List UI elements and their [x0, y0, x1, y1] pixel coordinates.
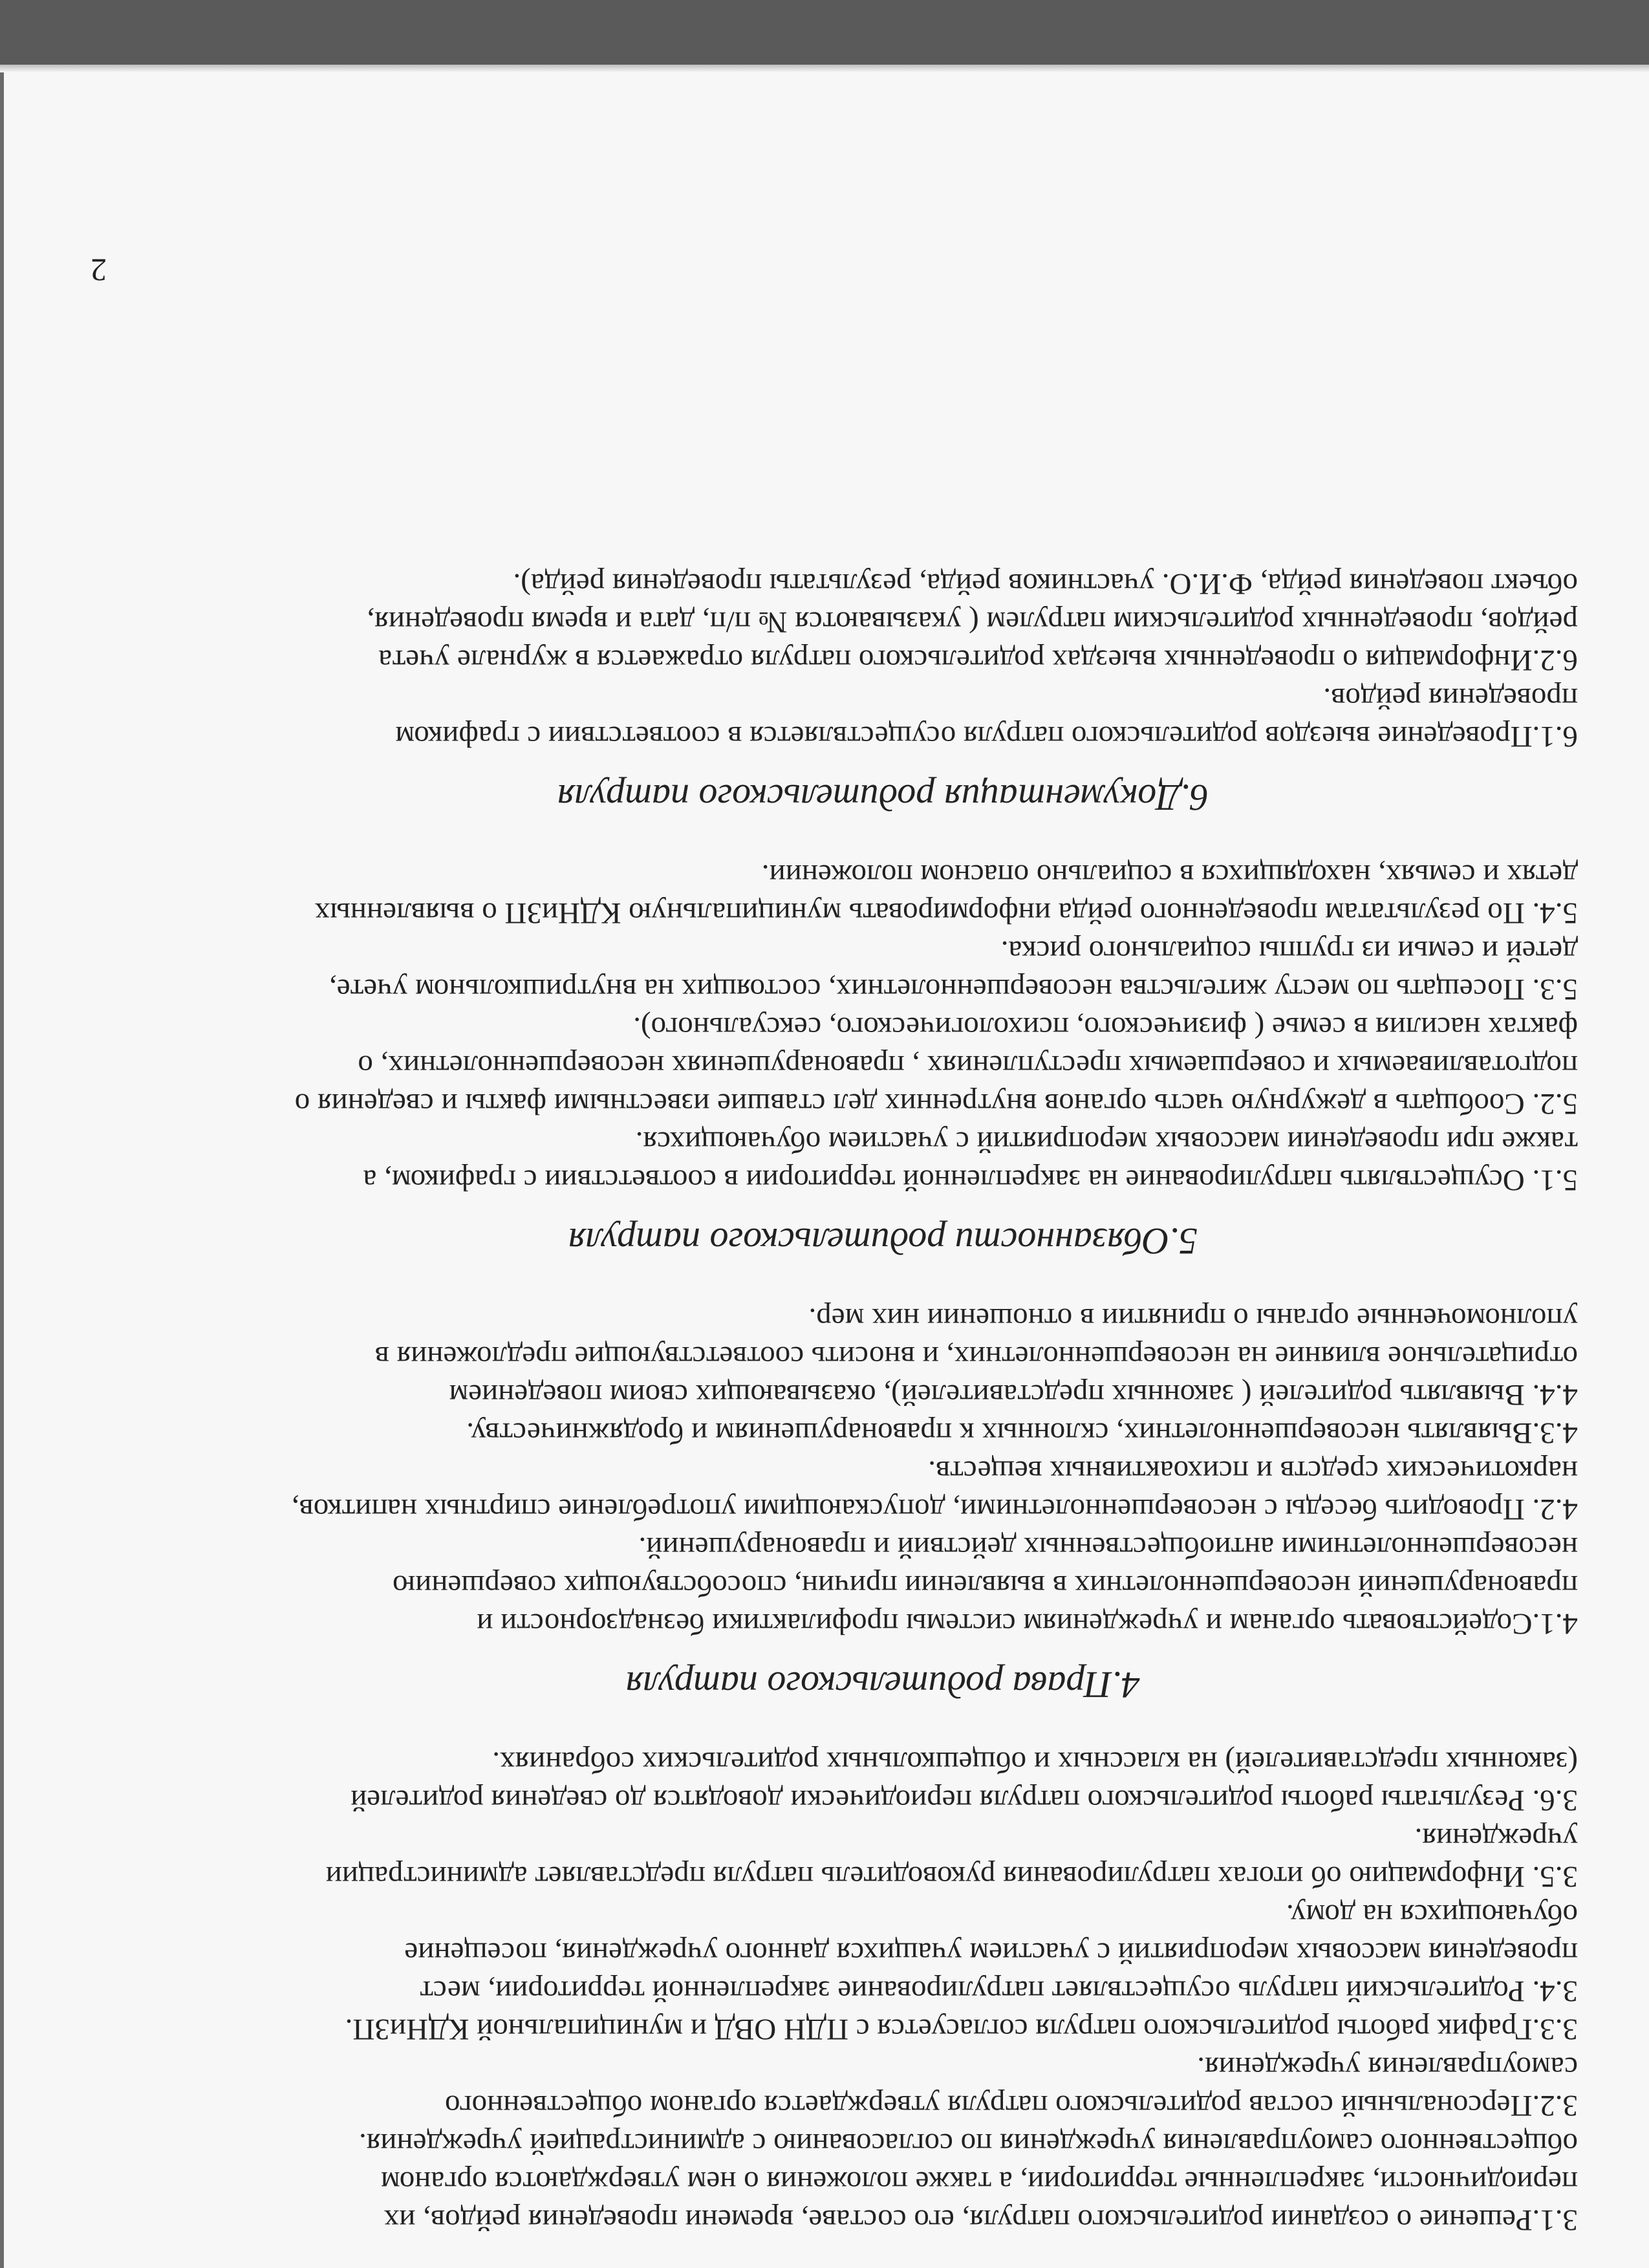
text-line: отрицательное влияние на несовершеннолетних, и вносить соответствующие предложения в: [374, 1340, 1578, 1374]
section-6-title: 6.Документация родительского патруля: [557, 777, 1209, 819]
text-line: 3.4. Родительский патруль осуществляет патрулирование закрепленной территории, мест: [420, 1974, 1578, 2008]
text-line: 4.1.Содействовать органам и учреждениям системы профилактики безнадзорности и: [477, 1607, 1578, 1641]
text-line: рейдов, проведенных родительским патрулем ( указываются № п/п, дата и время проведения,: [367, 605, 1578, 639]
text-line: наркотических средств и психоактивных веществ.: [928, 1454, 1578, 1488]
text-line: 3.1.Решение о создании родительского патруля, его составе, времени проведения рейдов, их: [383, 2203, 1578, 2237]
text-line: 5.4. По результатам проведенного рейда информировать муниципальную КДНиЗП о выявленных: [314, 896, 1578, 930]
text-line: учреждения.: [1414, 1822, 1578, 1855]
text-line: периодичности, закрепленные территории, а также положения о нем утверждаются органом: [380, 2165, 1578, 2199]
text-line: самоуправления учреждения.: [1197, 2051, 1578, 2084]
text-line: общественного самоуправления учреждения по согласованию с администрацией учреждения.: [358, 2127, 1578, 2161]
text-line: 5.2. Сообщать в дежурную часть органов внутренних дел ставшие известными факты и сведения о: [294, 1087, 1578, 1121]
text-line: 3.6. Результаты работы родительского патруля периодически доводятся до сведения родителей: [350, 1784, 1578, 1817]
page-number: 2: [91, 252, 107, 288]
text-line: детей и семьи из группы социального риска.: [1000, 934, 1578, 968]
section-3: [188, 1743, 1578, 2239]
text-line: обучающихся на дому.: [1286, 1898, 1578, 1932]
text-line: 6.1.Проведение выездов родительского патруля осуществляется в соответствии с графиком: [395, 720, 1578, 753]
text-line: несовершеннолетними антиобщественных действий и правонарушений.: [638, 1531, 1578, 1564]
section-5-title: 5.Обязанности родительского патруля: [568, 1220, 1198, 1262]
text-line: правонарушений несовершеннолетних в выявлении причин, способствующих совершению: [393, 1569, 1578, 1603]
text-line: 5.3. Посещать по месту жительства несовершеннолетних, состоящих на внутришкольном учете,: [329, 973, 1578, 1006]
section-5: [188, 856, 1578, 1199]
section-6: [188, 565, 1578, 755]
text-line: 5.1. Осуществлять патрулирование на закрепленной территории в соответствии с графиком, а: [363, 1163, 1578, 1197]
text-line: детях и семьях, находящихся в социально опасном положении.: [761, 858, 1578, 892]
text-line: проведения массовых мероприятий с участием учащихся данного учреждения, посещение: [404, 1936, 1578, 1970]
text-line: 3.2.Персональный состав родительского патруля утверждается органом общественного: [444, 2089, 1578, 2122]
text-line: 3.3.График работы родительского патруля согласуется с ПДН ОВД и муниципальной КДНиЗП.: [345, 2013, 1578, 2046]
text-line: подготавливаемых и совершаемых преступлениях , правонарушениях несовершеннолетних, о: [358, 1049, 1578, 1083]
text-line: 3.5. Информацию об итогах патрулирования руководитель патруля представляет администрации: [325, 1860, 1578, 1894]
text-line: проведения рейдов.: [1323, 682, 1578, 715]
text-line: уполномоченные органы о принятии в отношении них мер.: [808, 1302, 1578, 1335]
text-line: 6.2.Информация о проведенных выездах родительского патруля отражается в журнале учета: [378, 643, 1578, 677]
section-4: [188, 1299, 1578, 1643]
text-line: объект поведения рейда, Ф.И.О. участников рейда, результаты проведения рейда).: [513, 567, 1578, 601]
text-line: (законных представителей) на классных и общешкольных родительских собраниях.: [492, 1745, 1578, 1779]
text-line: 4.3.Выявлять несовершеннолетних, склонных к правонарушениям и бродяжничеству.: [466, 1416, 1578, 1450]
text-line: фактах насилия в семье ( физического, психологического, сексуального).: [633, 1011, 1578, 1044]
text-line: 4.2. Проводить беседы с несовершеннолетними, допускающими употребление спиртных напитков,: [291, 1493, 1578, 1526]
document-body: [188, 565, 1578, 2239]
text-line: также при проведении массовых мероприятий с участием обучающихся.: [635, 1125, 1578, 1159]
text-line: 4.4. Выявлять родителей ( законных представителей), оказывающих своим поведением: [449, 1378, 1578, 1412]
section-4-title: 4.Права родительского патруля: [625, 1664, 1140, 1706]
